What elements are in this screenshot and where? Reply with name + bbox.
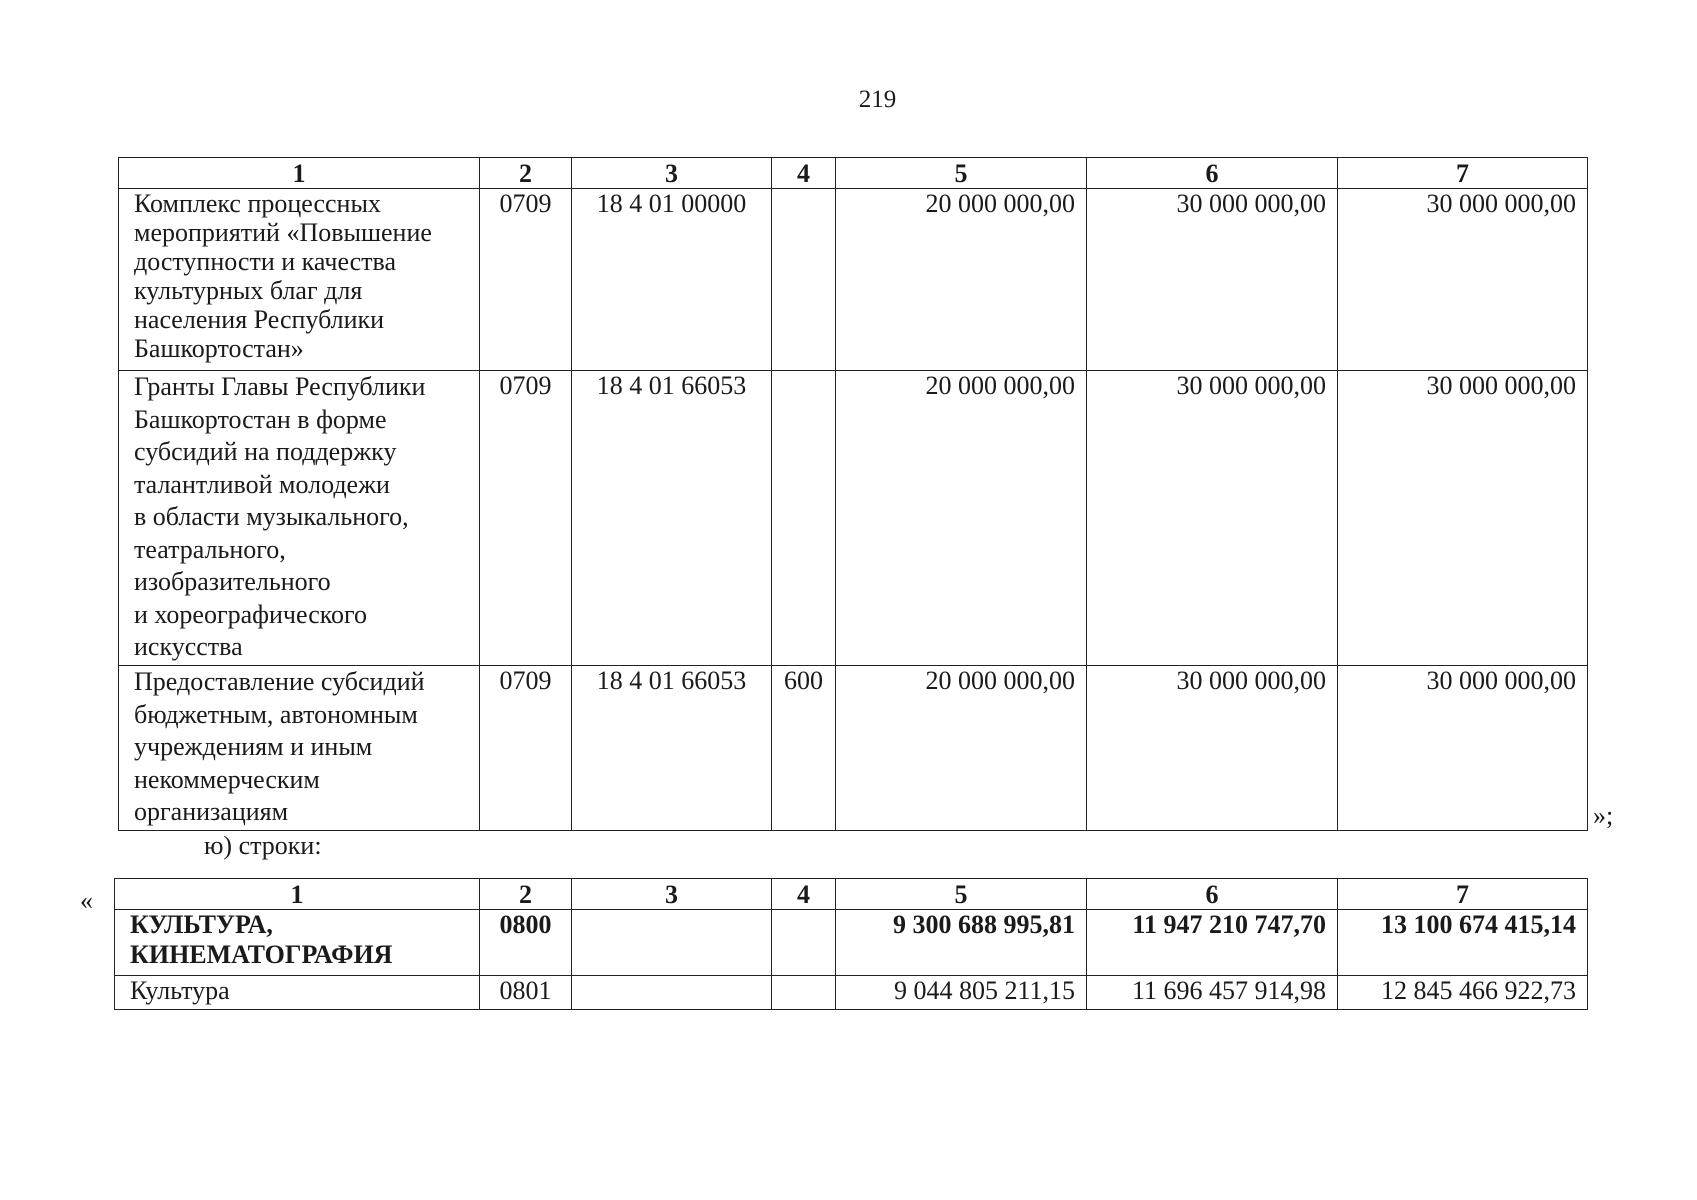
column-header: 1 xyxy=(119,158,480,189)
amount-col5: 9 300 688 995,81 xyxy=(836,910,1087,976)
amount-col6: 11 696 457 914,98 xyxy=(1087,976,1338,1010)
opening-quote-mark: « xyxy=(80,886,93,915)
expense-type-code xyxy=(772,189,836,371)
column-header: 5 xyxy=(836,879,1087,910)
amount-col7: 30 000 000,00 xyxy=(1338,666,1588,831)
column-header: 6 xyxy=(1087,158,1338,189)
amount-col7: 13 100 674 415,14 xyxy=(1338,910,1588,976)
target-article-code xyxy=(572,910,772,976)
row-name: Гранты Главы Республики Башкортостан в форме субсидий на поддержку талантливой молодежи в области музыкального, театрального, изобразительного и хореографического искусства xyxy=(119,371,480,666)
amount-col7: 12 845 466 922,73 xyxy=(1338,976,1588,1010)
table-header-row xyxy=(115,879,1588,910)
amount-col5: 9 044 805 211,15 xyxy=(836,976,1087,1010)
target-article-code: 18 4 01 00000 xyxy=(572,189,772,371)
table-row xyxy=(119,189,1588,371)
table-row xyxy=(115,910,1588,976)
target-article-code: 18 4 01 66053 xyxy=(572,371,772,666)
column-header: 1 xyxy=(115,879,480,910)
amount-col6: 30 000 000,00 xyxy=(1087,371,1338,666)
page-number: 219 xyxy=(858,86,897,113)
amount-col6: 30 000 000,00 xyxy=(1087,189,1338,371)
expense-type-code xyxy=(772,976,836,1010)
row-name: Комплекс процессных мероприятий «Повышение доступности и качества культурных благ для населения Республики Башкортостан» xyxy=(119,189,480,371)
section-code: 0709 xyxy=(480,189,572,371)
column-header: 5 xyxy=(836,158,1087,189)
section-code: 0801 xyxy=(480,976,572,1010)
column-header: 3 xyxy=(572,158,772,189)
row-name: Культура xyxy=(115,976,480,1010)
amount-col5: 20 000 000,00 xyxy=(836,371,1087,666)
amount-col6: 11 947 210 747,70 xyxy=(1087,910,1338,976)
row-name: Предоставление субсидий бюджетным, автономным учреждениям и иным некоммерческим организациям xyxy=(119,666,480,831)
target-article-code: 18 4 01 66053 xyxy=(572,666,772,831)
row-name: КУЛЬТУРА, КИНЕМАТОГРАФИЯ xyxy=(115,910,480,976)
section-code: 0800 xyxy=(480,910,572,976)
table-row xyxy=(119,666,1588,831)
expense-type-code xyxy=(772,371,836,666)
column-header: 6 xyxy=(1087,879,1338,910)
subheading: ю) строки: xyxy=(204,831,322,860)
column-header: 2 xyxy=(480,879,572,910)
column-header: 4 xyxy=(772,879,836,910)
budget-table-1 xyxy=(118,157,1588,831)
amount-col7: 30 000 000,00 xyxy=(1338,189,1588,371)
section-code: 0709 xyxy=(480,371,572,666)
expense-type-code: 600 xyxy=(772,666,836,831)
closing-quote-mark: »; xyxy=(1593,801,1614,830)
column-header: 4 xyxy=(772,158,836,189)
amount-col5: 20 000 000,00 xyxy=(836,189,1087,371)
amount-col5: 20 000 000,00 xyxy=(836,666,1087,831)
target-article-code xyxy=(572,976,772,1010)
column-header: 2 xyxy=(480,158,572,189)
section-code: 0709 xyxy=(480,666,572,831)
amount-col7: 30 000 000,00 xyxy=(1338,371,1588,666)
table-header-row xyxy=(119,158,1588,189)
expense-type-code xyxy=(772,910,836,976)
column-header: 3 xyxy=(572,879,772,910)
table-row xyxy=(115,976,1588,1010)
table-row xyxy=(119,371,1588,666)
column-header: 7 xyxy=(1338,879,1588,910)
column-header: 7 xyxy=(1338,158,1588,189)
budget-table-2 xyxy=(114,878,1588,1010)
amount-col6: 30 000 000,00 xyxy=(1087,666,1338,831)
